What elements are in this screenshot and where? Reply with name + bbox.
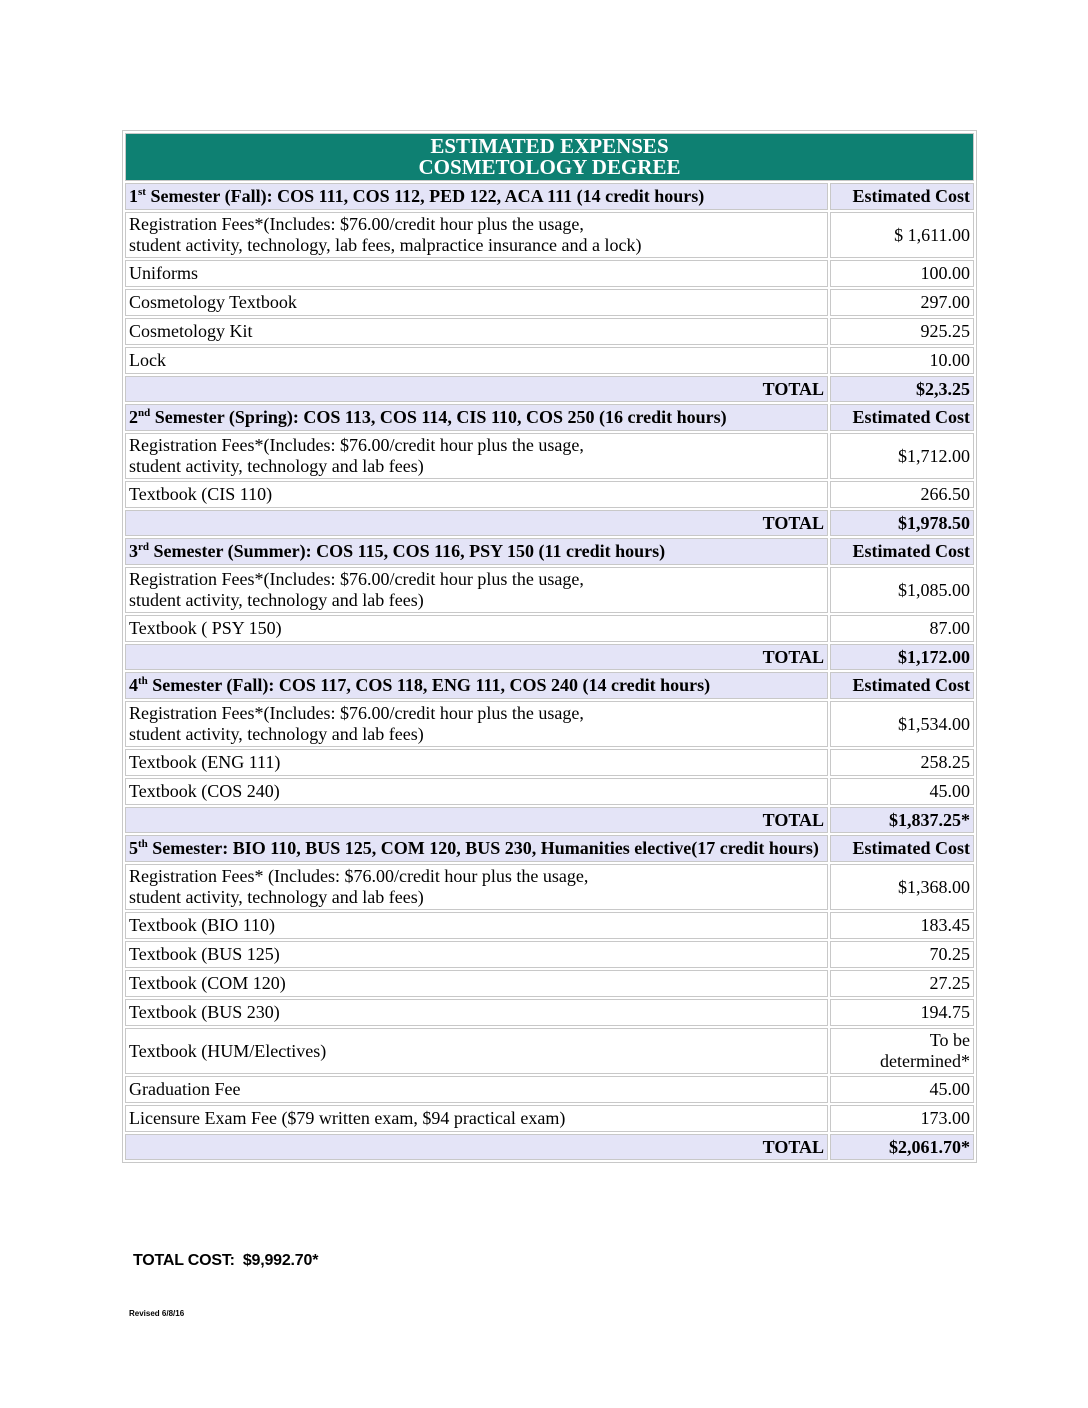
total-label: TOTAL xyxy=(125,644,828,670)
revised-date: Revised 6/8/16 xyxy=(129,1309,185,1318)
semester-number: 1 xyxy=(129,186,138,206)
expense-description xyxy=(125,778,828,805)
expense-description-line: Textbook (BUS 230) xyxy=(129,1002,280,1022)
semester-header-row xyxy=(125,538,974,565)
expense-description-line: Textbook (BIO 110) xyxy=(129,915,276,935)
expense-description-line: student activity, technology and lab fees) xyxy=(129,590,424,610)
semester-total-amount: $2,061.70* xyxy=(830,1134,974,1160)
expense-row xyxy=(125,289,974,316)
semester-label: Semester (Summer): COS 115, COS 116, PSY 150 (11 credit hours) xyxy=(149,541,666,561)
semester-total-row xyxy=(125,644,974,670)
estimated-cost-header: Estimated Cost xyxy=(830,183,974,210)
expense-description-line: Registration Fees* (Includes: $76.00/credit hour plus the usage, xyxy=(129,866,589,886)
expense-row xyxy=(125,1105,974,1132)
expense-amount: 266.50 xyxy=(830,481,974,508)
expense-amount: $1,534.00 xyxy=(830,701,974,747)
semester-title xyxy=(125,183,828,210)
expense-description xyxy=(125,615,828,642)
expense-description-line: Textbook (CIS 110) xyxy=(129,484,273,504)
expense-row xyxy=(125,778,974,805)
expense-row xyxy=(125,912,974,939)
expense-row xyxy=(125,1076,974,1103)
title-line-1: ESTIMATED EXPENSES xyxy=(430,134,669,158)
expense-description-line: Graduation Fee xyxy=(129,1079,241,1099)
expense-amount: 183.45 xyxy=(830,912,974,939)
expense-amount: 925.25 xyxy=(830,318,974,345)
expense-description-line: Uniforms xyxy=(129,263,198,283)
expense-description-line: Textbook (COS 240) xyxy=(129,781,280,801)
expense-description-line: Cosmetology Textbook xyxy=(129,292,297,312)
expense-amount: 100.00 xyxy=(830,260,974,287)
expense-row xyxy=(125,260,974,287)
expense-description xyxy=(125,260,828,287)
total-label: TOTAL xyxy=(125,807,828,833)
semester-total-row xyxy=(125,807,974,833)
expense-description-line: Cosmetology Kit xyxy=(129,321,253,341)
semester-ordinal-suffix: nd xyxy=(138,407,151,419)
expense-description xyxy=(125,749,828,776)
semester-total-row xyxy=(125,1134,974,1160)
semester-total-amount: $2,3.25 xyxy=(830,376,974,402)
expense-description-line: Textbook ( PSY 150) xyxy=(129,618,282,638)
expense-row xyxy=(125,567,974,613)
expense-description-line: student activity, technology and lab fees) xyxy=(129,887,424,907)
total-label: TOTAL xyxy=(125,510,828,536)
semester-header-row xyxy=(125,183,974,210)
semester-total-amount: $1,172.00 xyxy=(830,644,974,670)
semester-total-amount: $1,978.50 xyxy=(830,510,974,536)
expense-row xyxy=(125,701,974,747)
expense-amount: 45.00 xyxy=(830,1076,974,1103)
expense-row xyxy=(125,970,974,997)
expense-description-line: Registration Fees*(Includes: $76.00/credit hour plus the usage, xyxy=(129,569,584,589)
expense-amount: 27.25 xyxy=(830,970,974,997)
estimated-cost-header: Estimated Cost xyxy=(830,835,974,862)
estimated-cost-header: Estimated Cost xyxy=(830,672,974,699)
semester-number: 3 xyxy=(129,541,138,561)
semester-ordinal-suffix: rd xyxy=(138,541,149,553)
expense-row xyxy=(125,864,974,910)
expense-amount-line: determined* xyxy=(880,1051,970,1071)
expense-description xyxy=(125,289,828,316)
expense-amount: 173.00 xyxy=(830,1105,974,1132)
expense-description-line: student activity, technology, lab fees, malpractice insurance and a lock) xyxy=(129,235,642,255)
expense-row xyxy=(125,1028,974,1074)
total-label: TOTAL xyxy=(125,376,828,402)
expense-description-line: Registration Fees*(Includes: $76.00/credit hour plus the usage, xyxy=(129,435,584,455)
expenses-table xyxy=(122,130,977,1163)
expense-amount: $1,712.00 xyxy=(830,433,974,479)
semester-header-row xyxy=(125,404,974,431)
expense-row xyxy=(125,481,974,508)
expense-description xyxy=(125,212,828,258)
expense-amount: 70.25 xyxy=(830,941,974,968)
semester-header-row xyxy=(125,835,974,862)
expense-description-line: Textbook (COM 120) xyxy=(129,973,286,993)
expense-row xyxy=(125,318,974,345)
expense-amount: 45.00 xyxy=(830,778,974,805)
expense-description-line: Registration Fees*(Includes: $76.00/credit hour plus the usage, xyxy=(129,214,584,234)
semester-total-row xyxy=(125,376,974,402)
grand-total xyxy=(133,1252,318,1270)
expense-amount: 194.75 xyxy=(830,999,974,1026)
expense-amount: $1,085.00 xyxy=(830,567,974,613)
expense-row xyxy=(125,749,974,776)
semester-header-row xyxy=(125,672,974,699)
expense-description xyxy=(125,318,828,345)
semester-title xyxy=(125,404,828,431)
table-title xyxy=(125,133,974,181)
expense-description-line: Licensure Exam Fee ($79 written exam, $94 practical exam) xyxy=(129,1108,566,1128)
title-row xyxy=(125,133,974,181)
semester-ordinal-suffix: th xyxy=(138,675,148,687)
expense-description-line: student activity, technology and lab fees) xyxy=(129,456,424,476)
semester-label: Semester (Fall): COS 117, COS 118, ENG 111, COS 240 (14 credit hours) xyxy=(147,675,711,695)
semester-title xyxy=(125,835,828,862)
expense-amount: 10.00 xyxy=(830,347,974,374)
semester-total-amount: $1,837.25* xyxy=(830,807,974,833)
expense-amount: 258.25 xyxy=(830,749,974,776)
semester-label: Semester: BIO 110, BUS 125, COM 120, BUS 230, Humanities elective(17 credit hours) xyxy=(147,838,819,858)
semester-label: Semester (Fall): COS 111, COS 112, PED 122, ACA 111 (14 credit hours) xyxy=(145,186,705,206)
expense-description xyxy=(125,347,828,374)
expense-amount: 87.00 xyxy=(830,615,974,642)
expense-description xyxy=(125,433,828,479)
expense-description xyxy=(125,567,828,613)
expense-row xyxy=(125,212,974,258)
expense-row xyxy=(125,347,974,374)
expense-amount: $1,368.00 xyxy=(830,864,974,910)
expense-amount-line: To be xyxy=(929,1030,970,1050)
expense-description-line: Lock xyxy=(129,350,166,370)
grand-total-label: TOTAL COST: xyxy=(133,1252,235,1269)
expense-description xyxy=(125,1028,828,1074)
semester-ordinal-suffix: st xyxy=(138,186,146,198)
expense-amount xyxy=(830,1028,974,1074)
total-label: TOTAL xyxy=(125,1134,828,1160)
expense-description xyxy=(125,701,828,747)
title-line-2: COSMETOLOGY DEGREE xyxy=(418,155,681,179)
expense-description xyxy=(125,481,828,508)
expense-row xyxy=(125,999,974,1026)
estimated-cost-header: Estimated Cost xyxy=(830,404,974,431)
expense-description xyxy=(125,941,828,968)
expense-row xyxy=(125,941,974,968)
expense-description xyxy=(125,1105,828,1132)
semester-number: 4 xyxy=(129,675,138,695)
expense-description xyxy=(125,970,828,997)
expense-description-line: Textbook (BUS 125) xyxy=(129,944,280,964)
expense-description-line: student activity, technology and lab fees) xyxy=(129,724,424,744)
expense-description xyxy=(125,999,828,1026)
expense-amount: 297.00 xyxy=(830,289,974,316)
semester-number: 2 xyxy=(129,407,138,427)
expense-row xyxy=(125,433,974,479)
semester-total-row xyxy=(125,510,974,536)
semester-title xyxy=(125,538,828,565)
semester-label: Semester (Spring): COS 113, COS 114, CIS 110, COS 250 (16 credit hours) xyxy=(150,407,727,427)
expense-description xyxy=(125,1076,828,1103)
semester-title xyxy=(125,672,828,699)
expense-description-line: Registration Fees*(Includes: $76.00/credit hour plus the usage, xyxy=(129,703,584,723)
estimated-cost-header: Estimated Cost xyxy=(830,538,974,565)
expense-description-line: Textbook (HUM/Electives) xyxy=(129,1040,327,1061)
expense-description-line: Textbook (ENG 111) xyxy=(129,752,281,772)
expense-description xyxy=(125,912,828,939)
semester-ordinal-suffix: th xyxy=(138,838,148,850)
semester-number: 5 xyxy=(129,838,138,858)
expense-amount: $ 1,611.00 xyxy=(830,212,974,258)
expense-row xyxy=(125,615,974,642)
expense-description xyxy=(125,864,828,910)
grand-total-amount: $9,992.70* xyxy=(242,1252,319,1269)
